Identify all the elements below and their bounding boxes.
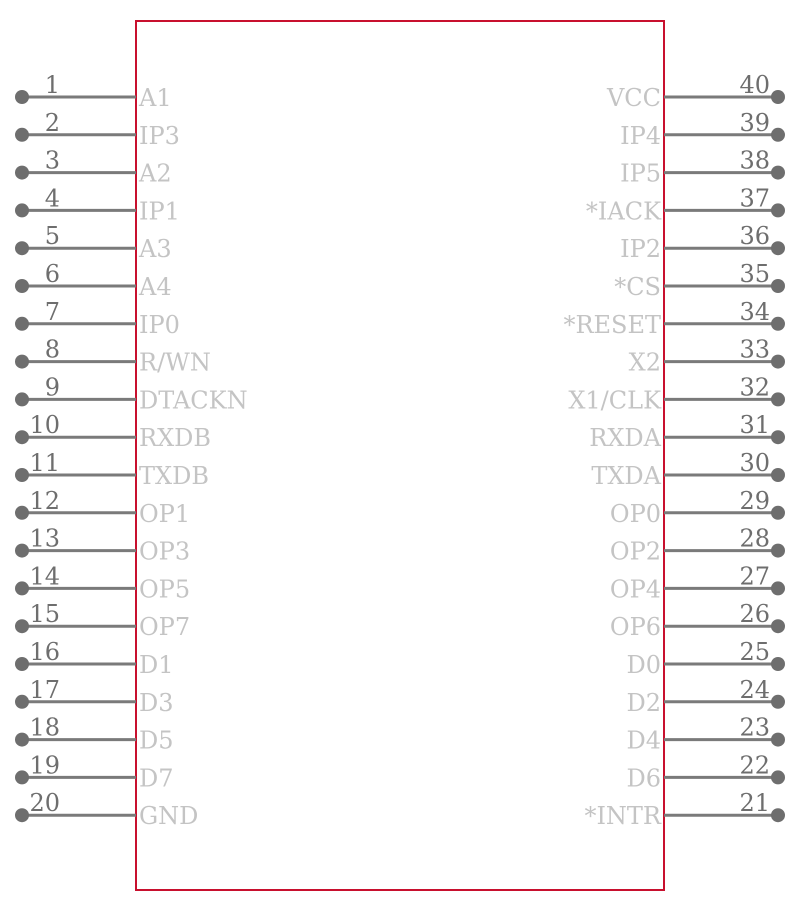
- pin-number: 13: [29, 524, 60, 553]
- right-pin: [584, 789, 785, 830]
- left-pin: [15, 638, 174, 679]
- pin-dot: [771, 808, 785, 822]
- pin-number: 1: [44, 71, 60, 99]
- left-pin: [15, 714, 174, 755]
- pin-dot: [15, 241, 29, 255]
- right-pin: [626, 714, 785, 755]
- right-pin: [620, 109, 785, 150]
- pin-dot: [15, 770, 29, 784]
- pin-label: OP7: [139, 613, 191, 642]
- pin-dot: [15, 619, 29, 633]
- pin-number: 12: [29, 486, 60, 515]
- pin-label: OP5: [139, 575, 191, 604]
- pin-number: 4: [44, 184, 60, 213]
- right-pin: [626, 638, 785, 679]
- right-pin: [586, 184, 785, 225]
- pin-label: IP5: [620, 159, 661, 188]
- pin-number: 36: [739, 222, 770, 251]
- pin-label: IP3: [139, 121, 180, 150]
- pin-dot: [771, 355, 785, 369]
- left-pin: [15, 147, 172, 188]
- pin-number: 25: [739, 638, 770, 666]
- pin-label: IP1: [139, 197, 180, 226]
- right-pin: [626, 676, 785, 717]
- pin-number: 26: [739, 600, 770, 629]
- pin-label: D6: [626, 764, 661, 793]
- pin-label: X2: [628, 348, 661, 377]
- pin-number: 17: [29, 675, 60, 704]
- left-pin-group: [15, 71, 248, 830]
- pin-label: A2: [139, 159, 172, 188]
- left-pin: [15, 373, 248, 414]
- right-pin-group: [563, 71, 785, 830]
- pin-label: IP4: [620, 121, 661, 150]
- pin-number: 32: [739, 373, 770, 402]
- pin-dot: [15, 506, 29, 520]
- pin-number: 33: [739, 335, 770, 364]
- pin-number: 29: [739, 486, 770, 515]
- right-pin: [620, 147, 785, 188]
- pin-dot: [15, 430, 29, 444]
- pin-label: RXDA: [589, 424, 661, 453]
- pin-number: 23: [739, 713, 770, 742]
- pin-label: *IACK: [585, 197, 661, 226]
- right-pin: [610, 600, 785, 641]
- pin-dot: [771, 506, 785, 520]
- left-pin: [15, 751, 174, 792]
- pin-number: 24: [739, 675, 770, 704]
- pin-number: 3: [44, 146, 60, 175]
- left-pin: [15, 260, 172, 301]
- pin-number: 9: [44, 373, 60, 402]
- pin-number: 40: [739, 71, 770, 99]
- pin-label: OP6: [609, 613, 661, 642]
- left-pin: [15, 525, 190, 566]
- right-pin: [626, 751, 785, 792]
- pin-dot: [15, 317, 29, 331]
- pin-dot: [15, 166, 29, 180]
- pin-label: X1/CLK: [568, 386, 661, 415]
- left-pin: [15, 336, 211, 377]
- left-pin: [15, 411, 211, 452]
- pin-dot: [771, 317, 785, 331]
- pin-dot: [771, 279, 785, 293]
- pin-label: TXDA: [591, 462, 661, 490]
- pin-dot: [771, 241, 785, 255]
- pin-dot: [771, 770, 785, 784]
- pin-label: D2: [626, 688, 661, 717]
- pin-label: *INTR: [584, 802, 661, 831]
- pin-dot: [15, 581, 29, 595]
- pin-number: 19: [29, 751, 60, 780]
- pin-number: 37: [739, 184, 770, 213]
- left-pin: [15, 789, 198, 830]
- pin-label: RXDB: [139, 424, 212, 453]
- pin-number: 21: [739, 789, 770, 818]
- pin-dot: [15, 203, 29, 217]
- pin-number: 39: [739, 108, 770, 137]
- pin-number: 35: [739, 260, 770, 288]
- right-pin: [620, 222, 785, 263]
- pin-number: 8: [44, 335, 60, 364]
- left-pin: [15, 71, 172, 112]
- pin-dot: [771, 733, 785, 747]
- pin-number: 38: [739, 146, 770, 175]
- pin-label: OP1: [139, 499, 191, 528]
- pin-label: IP2: [620, 235, 661, 264]
- right-pin: [589, 411, 785, 452]
- right-pin: [568, 373, 785, 414]
- pin-dot: [771, 581, 785, 595]
- pin-label: *CS: [614, 273, 661, 301]
- pin-dot: [771, 203, 785, 217]
- pin-dot: [15, 355, 29, 369]
- pin-number: 27: [739, 562, 770, 591]
- pin-number: 2: [44, 108, 60, 137]
- pin-dot: [15, 544, 29, 558]
- pin-label: D7: [139, 764, 174, 793]
- pin-label: D4: [626, 726, 661, 755]
- left-pin: [15, 298, 180, 339]
- pin-number: 30: [739, 449, 770, 477]
- left-pin: [15, 562, 190, 603]
- pin-dot: [771, 166, 785, 180]
- left-pin: [15, 449, 209, 490]
- pin-number: 18: [29, 713, 60, 742]
- pin-dot: [771, 430, 785, 444]
- pin-label: GND: [139, 802, 199, 831]
- left-pin: [15, 222, 172, 263]
- left-pin: [15, 600, 190, 641]
- left-pin: [15, 184, 180, 225]
- pin-label: D1: [139, 651, 174, 679]
- pin-number: 22: [739, 751, 770, 780]
- pin-number: 6: [44, 260, 60, 288]
- right-pin: [606, 71, 785, 112]
- pin-label: R/WN: [139, 348, 211, 377]
- pin-dot: [15, 128, 29, 142]
- pin-label: D0: [626, 651, 661, 679]
- pin-number: 34: [739, 297, 770, 326]
- pin-number: 11: [29, 449, 60, 477]
- pin-label: TXDB: [139, 462, 209, 490]
- pin-label: IP0: [139, 310, 180, 339]
- right-pin: [610, 562, 785, 603]
- pin-number: 7: [44, 297, 60, 326]
- pin-number: 14: [29, 562, 60, 591]
- pin-dot: [15, 279, 29, 293]
- pin-dot: [15, 733, 29, 747]
- pin-dot: [771, 657, 785, 671]
- left-pin: [15, 109, 180, 150]
- pin-dot: [771, 619, 785, 633]
- pin-number: 20: [29, 789, 60, 818]
- right-pin: [610, 525, 785, 566]
- pin-number: 16: [29, 638, 60, 666]
- pin-number: 15: [29, 600, 60, 629]
- pin-dot: [771, 128, 785, 142]
- pin-number: 28: [739, 524, 770, 553]
- pin-label: D5: [139, 726, 174, 755]
- right-pin: [563, 298, 785, 339]
- pin-dot: [771, 544, 785, 558]
- pin-number: 5: [44, 222, 60, 251]
- pin-number: 31: [739, 411, 770, 440]
- pin-label: OP0: [609, 499, 661, 528]
- pin-label: A4: [139, 273, 172, 301]
- pin-dot: [15, 392, 29, 406]
- chip-body: [136, 21, 664, 890]
- pin-dot: [771, 90, 785, 104]
- pin-dot: [15, 695, 29, 709]
- pin-label: DTACKN: [139, 386, 248, 415]
- right-pin: [629, 336, 785, 377]
- pin-dot: [15, 657, 29, 671]
- pin-number: 10: [29, 411, 60, 440]
- pin-label: A1: [139, 84, 172, 112]
- pin-label: D3: [139, 688, 174, 717]
- pin-dot: [771, 468, 785, 482]
- right-pin: [614, 260, 785, 301]
- left-pin: [15, 487, 190, 528]
- pin-dot: [15, 808, 29, 822]
- pin-dot: [15, 90, 29, 104]
- pin-label: OP2: [609, 537, 661, 566]
- pin-dot: [771, 695, 785, 709]
- pin-label: OP3: [139, 537, 191, 566]
- pin-label: OP4: [609, 575, 661, 604]
- right-pin: [591, 449, 785, 490]
- pin-label: VCC: [606, 84, 661, 112]
- pin-label: A3: [139, 235, 172, 264]
- pin-dot: [771, 392, 785, 406]
- left-pin: [15, 676, 174, 717]
- pin-dot: [15, 468, 29, 482]
- pin-label: *RESET: [563, 310, 661, 339]
- right-pin: [610, 487, 785, 528]
